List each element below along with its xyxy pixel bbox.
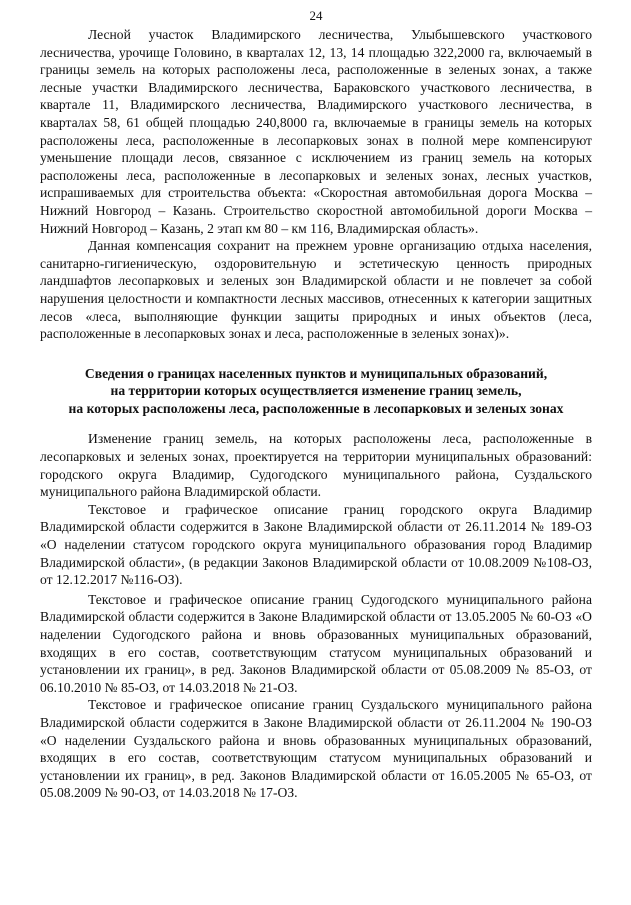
document-page [40,8,592,802]
section-heading [40,365,592,418]
section-heading-line-3: на которых расположены леса, расположенные в лесопарковых и зеленых зонах [68,400,564,416]
paragraph-forest-plot-compensation: Лесной участок Владимирского лесничества, Улыбышевского участкового лесничества, урочище Головино, в кварталах 12, 13, 14 площадью 322,2000 га, включаемый в границы земель на которых расположены леса, расположенные в зеленых зонах, а также лесные участки Владимирского лесничества, Бараковского участкового лесничества, в квартале 11, Владимирского лесничества, Владимирского участкового лесничества, в кварталах 58, 61 общей площадью 240,8000 га, включаемые в границы земель на которых расположены леса, расположенные в лесопарковых зонах в полной мере компенсируют уменьшение площади лесов, связанное с исключением из границ земель на которых расположены леса, расположенные в лесопарковых и зеленых зонах, лесных участков, испрашиваемых для строительства объекта: «Скоростная автомобильная дорога Москва – Нижний Новгород – Казань. Строительство скоростной автомобильной дороги Москва – Нижний Новгород – Казань, 2 этап км 80 – км 116, Владимирская область». [40,27,592,236]
paragraph-suzdal-borders: Текстовое и графическое описание границ Суздальского муниципального района Владимирской области содержится в Законе Владимирской области от 26.11.2004 № 190-ОЗ «О наделении Суздальского района и вновь образованных муниципальных образований, входящих в его состав, соответствующим статусом муниципальных образований и установлении их границ», в ред. Законов Владимирской области от 16.05.2005 № 65-ОЗ, от 05.08.2009 № 90-ОЗ, от 14.03.2018 № 17-ОЗ. [40,697,592,801]
paragraph-vladimir-borders: Текстовое и графическое описание границ городского округа Владимир Владимирской области содержится в Законе Владимирской области от 26.11.2014 № 189-ОЗ «О наделении статусом городского округа муниципального образования город Владимир Владимирской области», (в редакции Законов Владимирской области от 10.08.2009 №108-ОЗ, от 12.12.2017 №116-ОЗ). [40,501,592,588]
section-heading-line-1: Сведения о границах населенных пунктов и муниципальных образований, [84,365,548,381]
paragraph-municipal-territories: Изменение границ земель, на которых расположены леса, расположенные в лесопарковых и зеленых зонах, проектируется на территории муниципальных образований: городского округа Владимир, Судогодского муниципального района, Суздальского муниципального района Владимирской области. [40,431,592,500]
paragraph-compensation-effect: Данная компенсация сохранит на прежнем уровне организацию отдыха населения, санитарно-гигиеническую, оздоровительную и эстетическую ценность природных ландшафтов лесопарковых и зеленых зон Владимирской области и не повлечет за собой нарушения целостности и компактности лесных массивов, отнесенных к категории защитных лесов «леса, выполняющие функции защиты природных и иных объектов (леса, расположенные в лесопарковых зонах и леса, расположенные в зеленых зонах)». [40,238,592,342]
paragraph-sudogda-borders: Текстовое и графическое описание границ Судогодского муниципального района Владимирской области содержится в Законе Владимирской области от 13.05.2005 № 60-ОЗ «О наделении Судогодского района и вновь образованных муниципальных образований, входящих в его состав, соответствующим статусом муниципальных образований и установлении их границ», в ред. Законов Владимирской области от 05.08.2009 № 85-ОЗ, от 06.10.2010 № 85-ОЗ, от 14.03.2018 № 21-ОЗ. [40,591,592,695]
section-heading-line-2: на территории которых осуществляется изменение границ земель, [110,383,522,399]
page-number: 24 [309,8,323,23]
